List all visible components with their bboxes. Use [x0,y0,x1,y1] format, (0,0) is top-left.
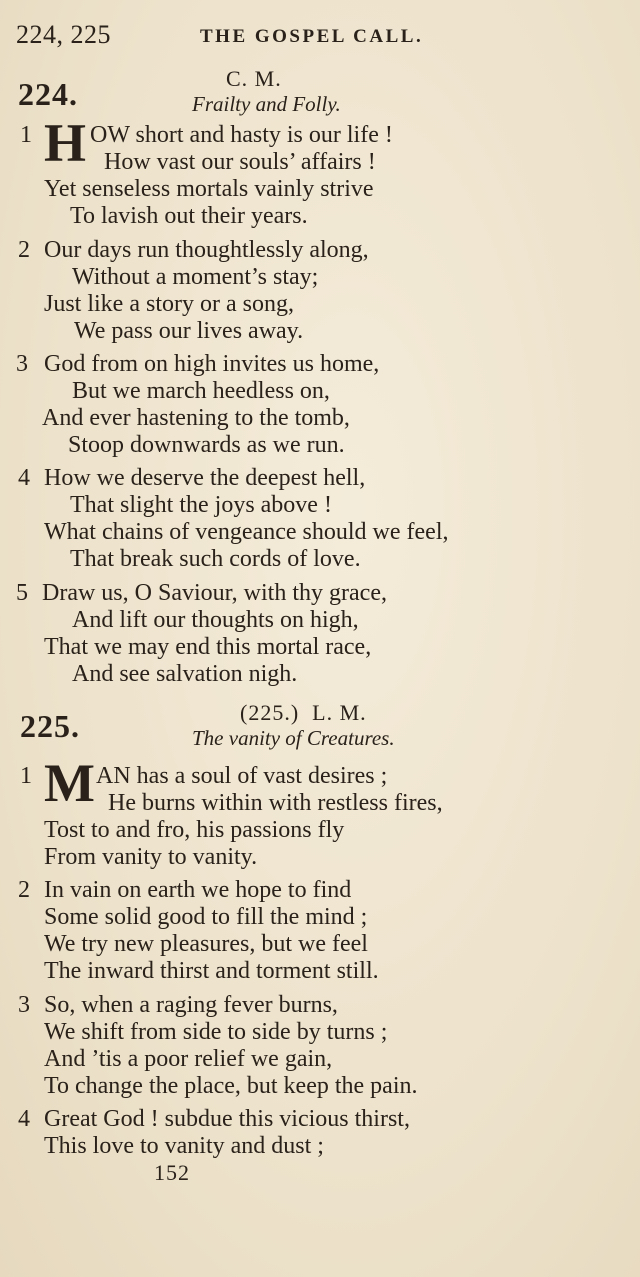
verse-line: He burns within with restless fires, [108,790,443,816]
verse-number: 4 [18,1106,30,1132]
verse-line: Great God ! subdue this vicious thirst, [44,1106,410,1132]
verse-number: 2 [18,237,30,263]
verse-line: Just like a story or a song, [44,291,294,317]
verse-line: God from on high invites us home, [44,351,380,377]
verse-line: Without a moment’s stay; [72,264,319,290]
verse-line: To lavish out their years. [70,203,308,229]
hymn-subtitle: Frailty and Folly. [192,92,341,116]
verse-line: We pass our lives away. [74,318,304,344]
verse-line: But we march heedless on, [72,378,330,404]
hymn-number: 224. [18,76,78,112]
verse-line: AN has a soul of vast desires ; [96,763,388,789]
drop-cap: H [44,113,87,173]
verse-line: This love to vanity and dust ; [44,1133,324,1159]
verse-line: And ever hastening to the tomb, [42,405,350,431]
drop-cap: M [44,753,95,813]
page-number: 152 [154,1160,190,1185]
verse-line: And ’tis a poor relief we gain, [44,1046,333,1072]
verse-line: Some solid good to fill the mind ; [44,904,368,930]
verse-line: We shift from side to side by turns ; [44,1019,388,1045]
verse-number: 1 [20,763,32,789]
verse-line: That we may end this mortal race, [44,634,372,660]
running-head-numbers: 224, 225 [16,20,111,49]
hymn-meter: C. M. [226,66,282,91]
verse-line: The inward thirst and torment still. [44,958,379,984]
verse-number: 4 [18,465,30,491]
verse-line: From vanity to vanity. [44,844,258,870]
verse-line: Draw us, O Saviour, with thy grace, [42,580,387,606]
verse-line: In vain on earth we hope to find [44,877,352,903]
verse-line: What chains of vengeance should we feel, [44,519,449,545]
hymn-meter: (225.) L. M. [240,700,367,725]
verse-line: That slight the joys above ! [70,492,332,518]
verse-line: Our days run thoughtlessly along, [44,237,369,263]
verse-line: And lift our thoughts on high, [72,607,359,633]
verse-line: We try new pleasures, but we feel [44,931,368,957]
verse-number: 2 [18,877,30,903]
verse-number: 3 [16,351,28,377]
verse-line: How vast our souls’ affairs ! [104,149,376,175]
verse-line: How we deserve the deepest hell, [44,465,366,491]
verse-line: OW short and hasty is our life ! [90,122,393,148]
verse-line: Yet senseless mortals vainly strive [44,176,374,202]
verse-line: Stoop downwards as we run. [68,432,345,458]
verse-line: That break such cords of love. [70,546,361,572]
verse-line: To change the place, but keep the pain. [44,1073,418,1099]
verse-number: 1 [20,122,32,148]
verse-line: Tost to and fro, his passions fly [44,817,345,843]
hymn-number: 225. [20,708,80,744]
running-head-title: THE GOSPEL CALL. [200,26,424,47]
verse-number: 5 [16,580,28,606]
hymn-subtitle: The vanity of Creatures. [192,726,395,750]
verse-line: So, when a raging fever burns, [44,992,338,1018]
verse-line: And see salvation nigh. [72,661,298,687]
verse-number: 3 [18,992,30,1018]
